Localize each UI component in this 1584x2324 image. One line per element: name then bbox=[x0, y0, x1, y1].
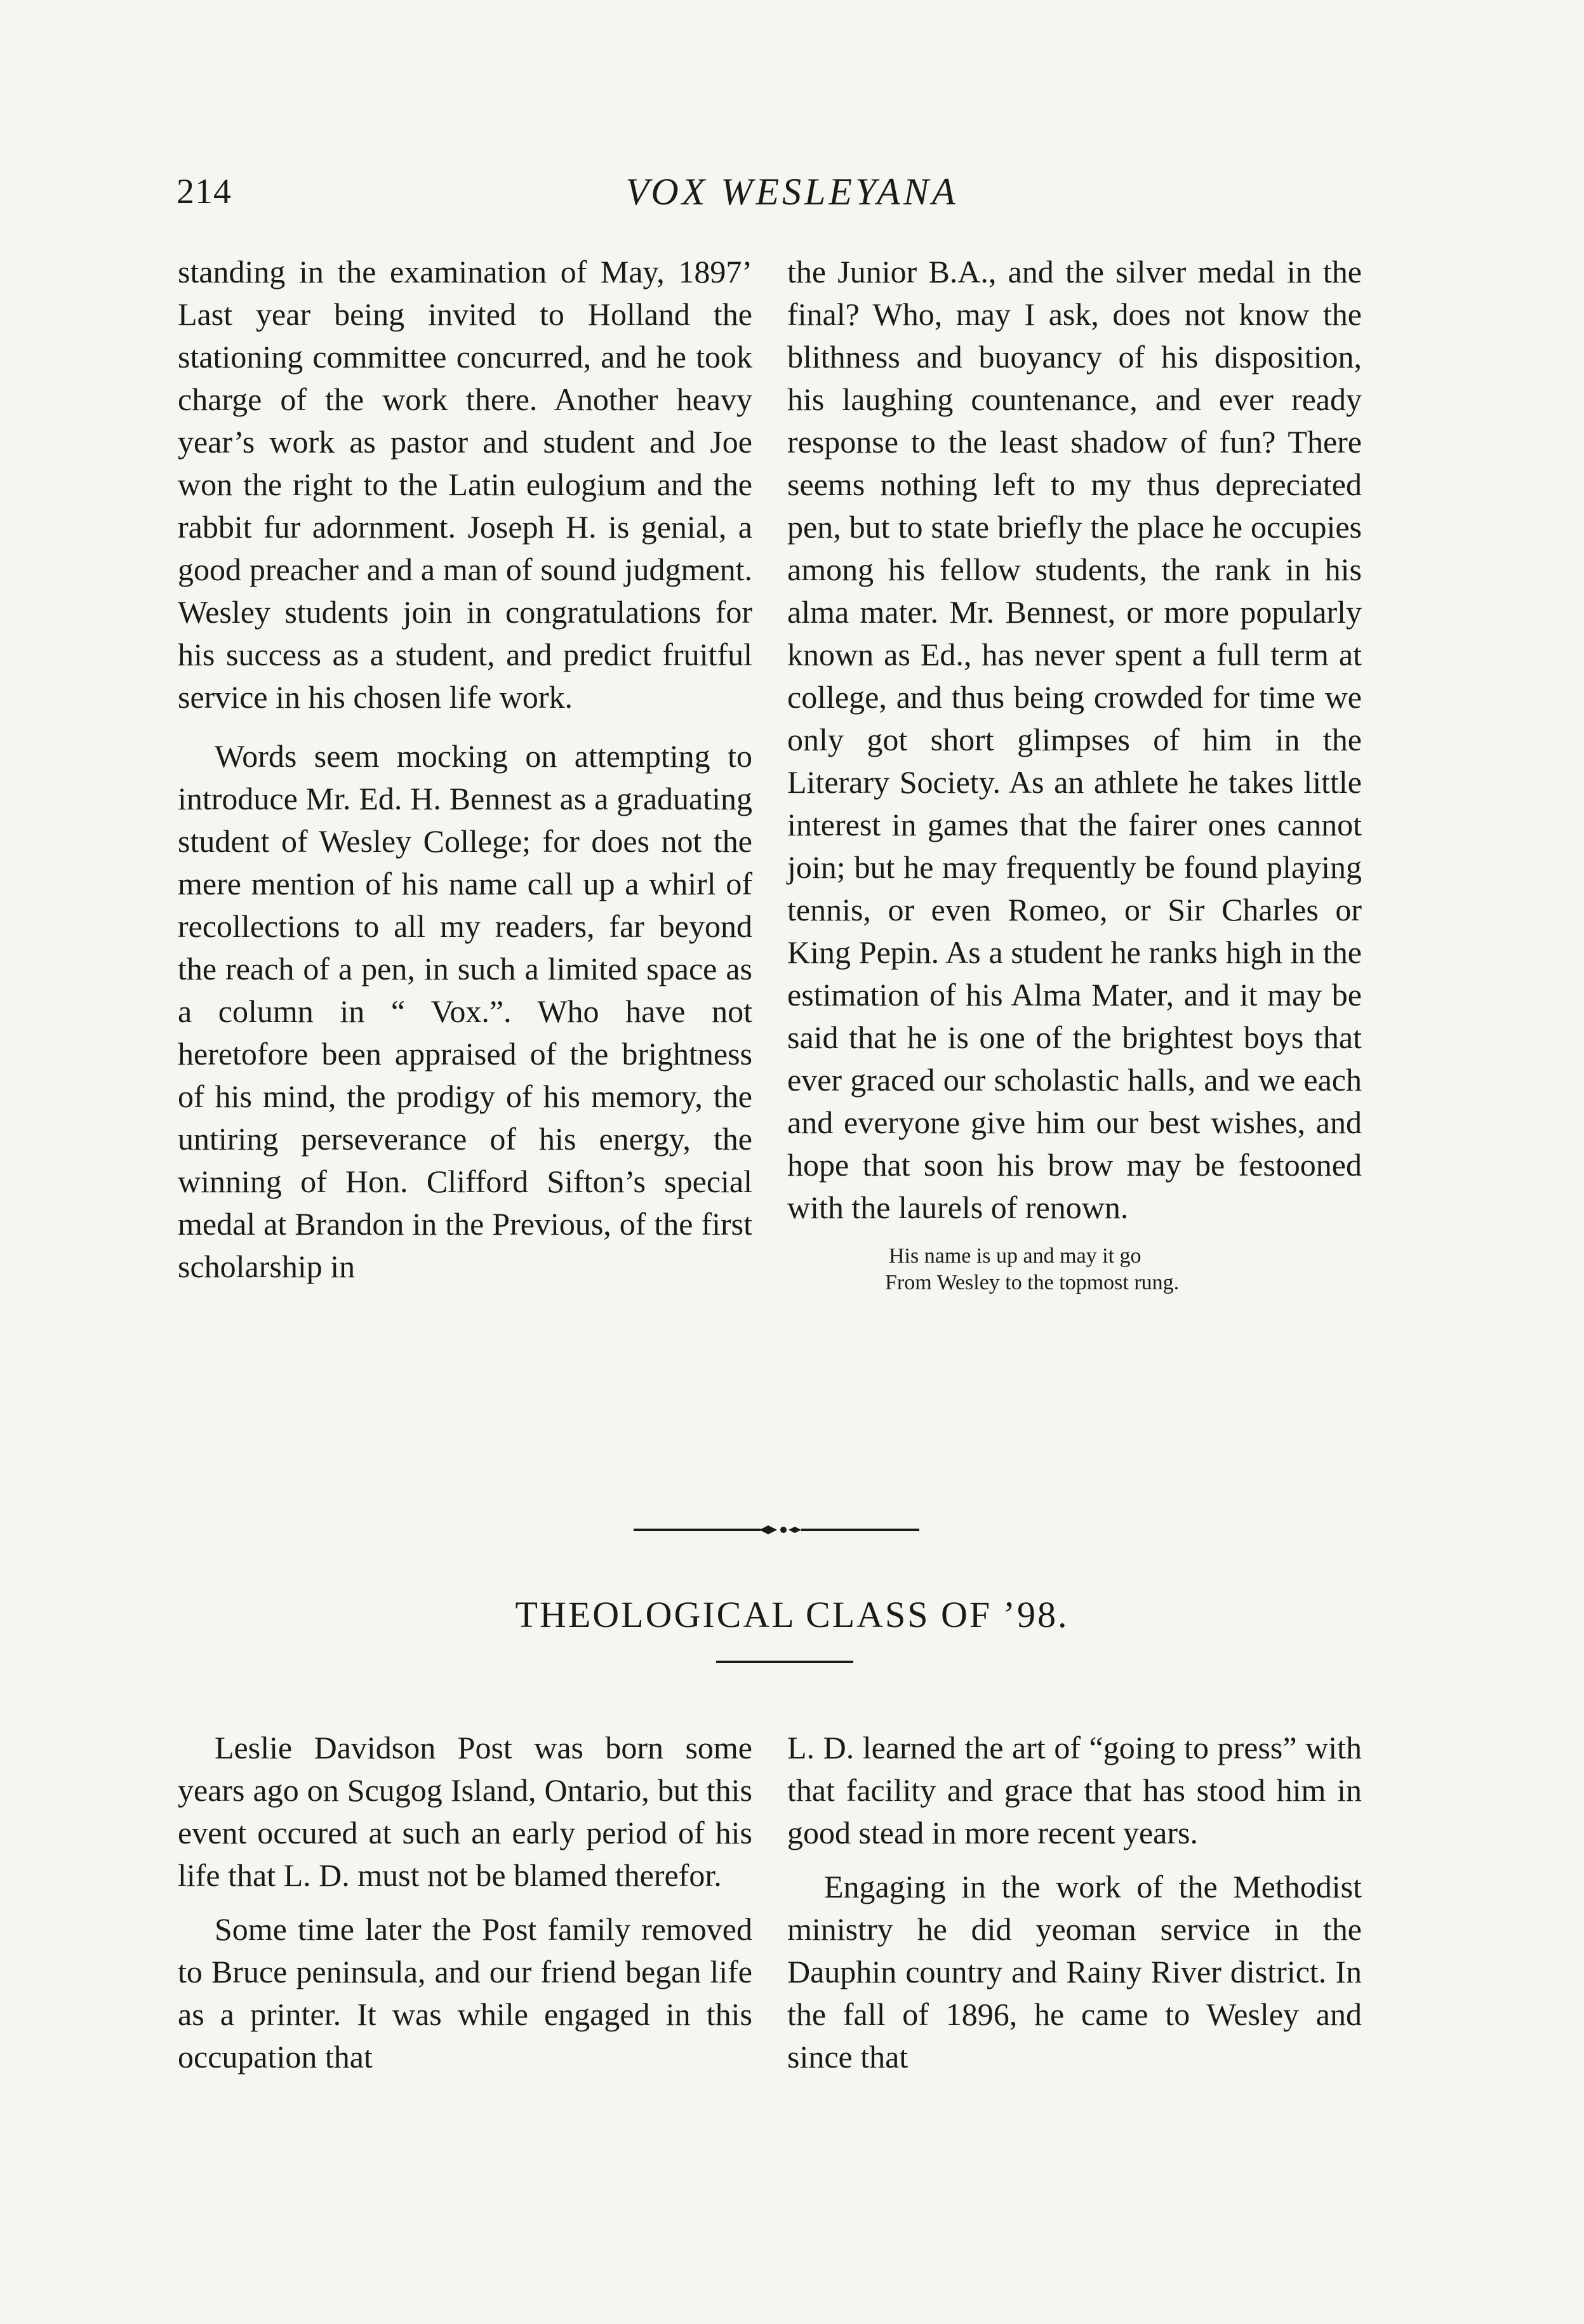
verse-quote bbox=[885, 1243, 1362, 1296]
paragraph: Words seem mocking on attempting to introduce Mr. Ed. H. Bennest as a graduating student of Wesley College; for does not the mere mention of his name call up a whirl of recollections to all my readers, far beyond the reach of a pen, in such a limited space as a column in “ Vox.”. Who have not heretofore been appraised of the brightness of his mind, the prodigy of his memory, the untiring perseverance of his energy, the winning of Hon. Clifford Sifton’s special medal at Brandon in the Previous, of the first scholarship in bbox=[178, 738, 752, 1284]
paragraph: the Junior B.A., and the silver medal in the final? Who, may I ask, does not know the blithness and buoyancy of his disposition, his laughing countenance, and ever ready response to the least shadow of fun? There seems nothing left to my thus depreciated pen, but to state briefly the place he occupies among his fellow students, the rank in his alma mater. Mr. Bennest, or more popularly known as Ed., has never spent a full term at college, and thus being crowded for time we only got short glimpses of him in the Literary Society. As an athlete he takes little interest in games that the fairer ones cannot join; but he may frequently be found playing tennis, or even Romeo, or Sir Charles or King Pepin. As a student he ranks high in the estimation of his Alma Mater, and it may be said that he is one of the brightest boys that ever graced our scholastic halls, and we each and everyone give him our best wishes, and hope that soon his brow may be festooned with the laurels of renown. bbox=[787, 254, 1362, 1225]
paragraph: Engaging in the work of the Methodist ministry he did yeoman service in the Dauphin country and Rainy River district. In the fall of 1896, he came to Wesley and since that bbox=[787, 1869, 1362, 2075]
verse-line: From Wesley to the topmost rung. bbox=[885, 1271, 1180, 1294]
section-title: THEOLOGICAL CLASS OF ’98. bbox=[515, 1594, 1069, 1635]
paragraph: standing in the examination of May, 1897’ Last year being invited to Holland the stationing committee concurred, and he took charge of the work there. Another heavy year’s work as pastor and student and Joe won the right to the Latin eulogium and the rabbit fur adornment. Joseph H. is genial, a good preacher and a man of sound judgment. Wesley students join in congratulations for his success as a student, and predict fruitful service in his chosen life work. bbox=[178, 254, 752, 715]
ornamental-divider bbox=[634, 1517, 919, 1543]
running-title: VOX WESLEYANA bbox=[625, 171, 959, 213]
upper-left-column bbox=[178, 251, 752, 1288]
upper-right-column bbox=[787, 251, 1362, 1296]
paragraph: Some time later the Post family removed to Bruce peninsula, and our friend began life as a printer. It was while engaged in this occupation that bbox=[178, 1911, 752, 2075]
lower-right-column bbox=[787, 1727, 1362, 2078]
title-underline bbox=[716, 1661, 853, 1663]
paragraph: L. D. learned the art of “going to press” with that facility and grace that has stood him in good stead in more recent years. bbox=[787, 1730, 1362, 1850]
verse-line: His name is up and may it go bbox=[889, 1244, 1141, 1268]
page-number: 214 bbox=[176, 172, 232, 211]
lower-left-column bbox=[178, 1727, 752, 2078]
paragraph: Leslie Davidson Post was born some years ago on Scugog Island, Ontario, but this event occured at such an early period of his life that L. D. must not be blamed therefor. bbox=[178, 1730, 752, 1893]
